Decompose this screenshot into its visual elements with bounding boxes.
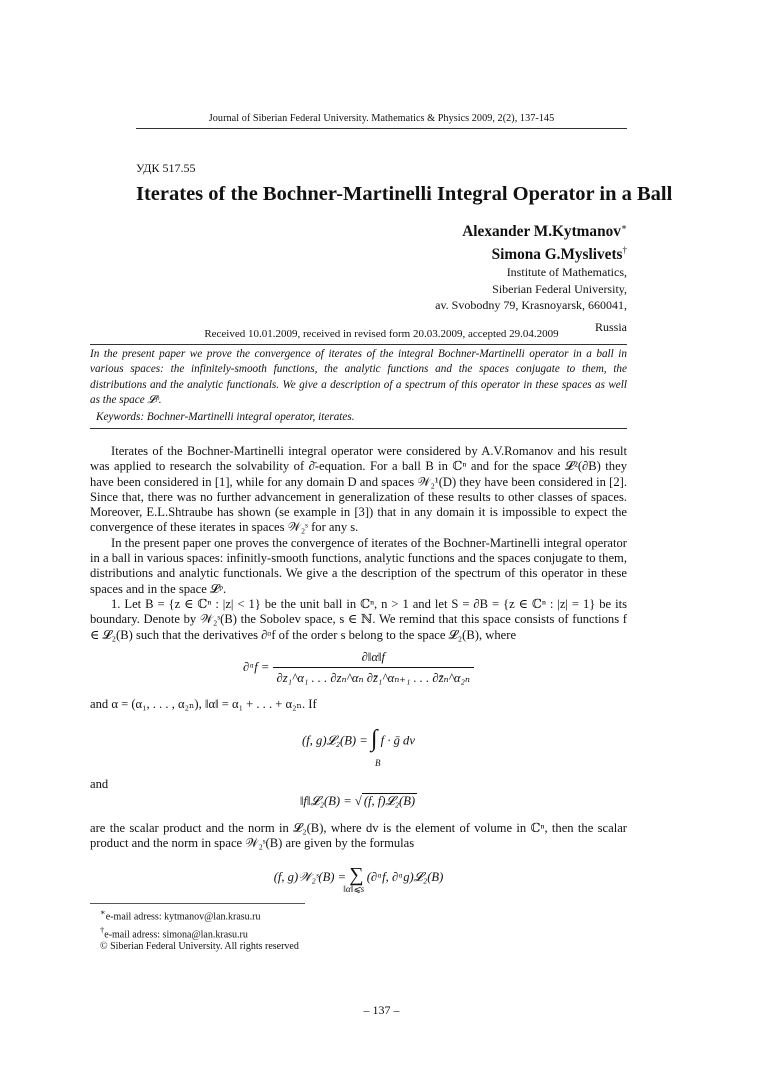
affiliation-country: Russia	[594, 320, 627, 335]
copyright-icon: ©	[100, 941, 108, 953]
body-and: and	[90, 777, 109, 791]
header-rule	[136, 128, 627, 129]
abstract: In the present paper we prove the convergence of iterates of the integral Bochner-Martinelli operator in a ball in various spaces: the infinitely-smooth functions, the analytic functions and the spaces conjugate to them, the distributions and the analytic functionals. We give a description of a spectrum of this operator in these spaces as well as the space 𝓛ᵖ.	[90, 348, 627, 406]
paragraph: In the present paper one proves the convergence of iterates of the Bochner-Martinelli integral operator in a ball in various spaces: infinitly-smooth functions, analytic functions and the spaces conjugate to them, distributions and analytic functionals. We give a the description of the spectrum of this operator in these spaces and in the space 𝓛ᵖ.	[90, 535, 627, 596]
sqrt-sign: √	[354, 794, 362, 808]
footnotes	[100, 906, 299, 954]
affiliation-line: av. Svobodny 79, Krasnoyarsk, 660041,	[435, 298, 627, 312]
affiliation-line: Institute of Mathematics,	[506, 265, 627, 280]
equation-inner-product: (f, g)𝓛₂(B) = ∫ B f · ḡ dv	[302, 726, 415, 768]
footnote: †e-mail adress: simona@lan.krasu.ru	[100, 924, 248, 941]
sum-sign: ∑	[349, 864, 364, 886]
abstract-top-rule	[90, 344, 627, 345]
paragraph: Iterates of the Bochner-Martinelli integral operator were considered by A.V.Romanov and his result was applied to research the solvability of ∂̄-equation. For a ball B in ℂⁿ and for the space 𝓛²(∂B) they have been considered in [1], while for any domain D and spaces 𝒲₂¹(D) they have been considered in [2]. Since that, there was no further advancement in generalization of these results to other classes of spaces. Moreover, E.L.Shtraube has shown (se example in [3]) that in any domain it is impossible to expect the convergence of these iterates in spaces 𝒲₂ˢ for any s.	[90, 444, 627, 535]
footnote: ∗e-mail adress: kytmanov@lan.krasu.ru	[100, 907, 261, 923]
body-scalar-product: are the scalar product and the norm in 𝓛₂(B), where dv is the element of volume in ℂⁿ, then the scalar product and the norm in space 𝒲₂ˢ(B) are given by the formulas	[90, 821, 627, 851]
equation-sobolev-product: (f, g)𝒲₂ˢ(B) = ∑ ‖α‖⩽s (∂ᵅf, ∂ᵅg)𝓛₂(B)	[273, 864, 444, 894]
author-block	[435, 218, 627, 336]
author-1: Alexander M.Kytmanov∗	[462, 222, 627, 241]
page-number: – 137 –	[363, 1003, 400, 1017]
integral-sign: ∫	[370, 726, 378, 752]
author-2: Simona G.Myslivets†	[491, 245, 627, 264]
paragraph: 1. Let B = {z ∈ ℂⁿ : |z| < 1} be the unit ball in ℂⁿ, n > 1 and let S = ∂B = {z ∈ ℂⁿ : |z| = 1} be its boundary. Denote by 𝒲₂ˢ(B) the Sobolev space, s ∈ ℕ. We remind that this space consists of functions f ∈ 𝓛₂(B) such that the derivatives ∂ᵅf of the order s belong to the space 𝓛₂(B), where	[90, 596, 627, 642]
received-dates: Received 10.01.2009, received in revised form 20.03.2009, accepted 29.04.2009	[204, 328, 559, 340]
keywords: Keywords: Bochner-Martinelli integral operator, iterates.	[96, 411, 355, 423]
equation-derivative: ∂ᵅf = $\frac{\partial‖\alpha‖f}{\text{∂z₁\textasciicircum{}α₁ . . . ∂zₙ\textasciicircum{}αₙ ∂z̄₁\textasciicircum{}αₙ₊₁ . . . ∂z̄ₙ\textasciicircum{}α₂ₙ}}$	[90, 650, 627, 686]
footnote-rule	[90, 903, 305, 904]
running-head: Journal of Siberian Federal University. Mathematics & Physics 2009, 2(2), 137-145	[208, 113, 555, 124]
body-intro	[90, 444, 627, 643]
equation-norm: ‖f‖𝓛₂(B) = √ (f, f)𝓛₂(B)	[299, 794, 416, 808]
body-alpha-def: and α = (α₁, . . . , α₂ₙ), ‖α‖ = α₁ + . . . + α₂ₙ. If	[90, 697, 317, 711]
paper-title: Iterates of the Bochner-Martinelli Integral Operator in a Ball	[136, 183, 673, 205]
abstract-bottom-rule	[90, 428, 627, 429]
affiliation-line: Siberian Federal University,	[492, 281, 627, 296]
copyright: © Siberian Federal University. All rights reserved	[100, 941, 299, 953]
udk-code: УДК 517.55	[136, 161, 196, 175]
